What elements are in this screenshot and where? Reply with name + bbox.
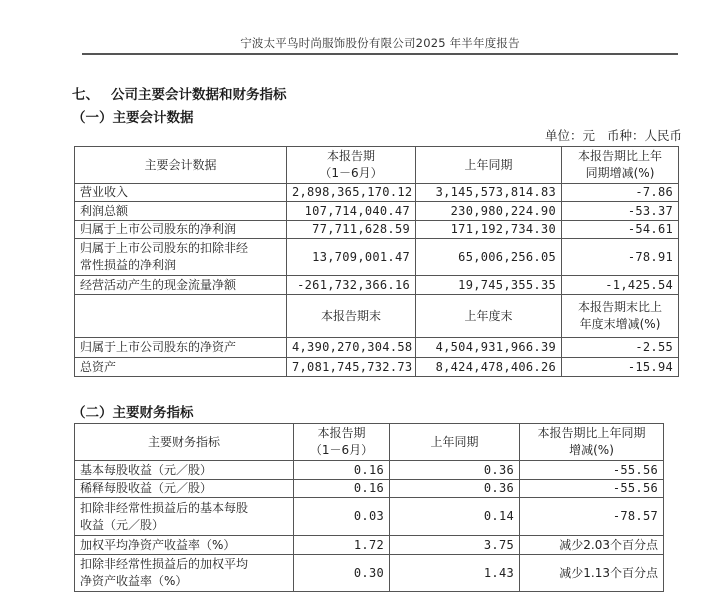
- current-value: 0.03: [294, 498, 390, 536]
- table-header-row: [75, 424, 664, 461]
- change-value: 减少1.13个百分点: [520, 555, 664, 592]
- header-cell: [75, 295, 287, 338]
- prior-value: 4,504,931,966.39: [416, 338, 562, 358]
- header-rule: [82, 53, 678, 55]
- current-value: 13,709,001.47: [287, 239, 416, 276]
- row-label: 加权平均净资产收益率（%）: [75, 536, 294, 555]
- current-value: 0.16: [294, 480, 390, 498]
- table-row: [75, 480, 664, 498]
- table-row: [75, 338, 679, 358]
- row-label: 扣除非经常性损益后的加权平均 净资产收益率（%）: [75, 555, 294, 592]
- table-row: [75, 221, 679, 239]
- section-title: [72, 83, 287, 103]
- change-value: -7.86: [562, 184, 679, 202]
- prior-value: 171,192,734.30: [416, 221, 562, 239]
- section-title-text: 公司主要会计数据和财务指标: [111, 87, 287, 103]
- table-subheader-row: [75, 295, 679, 338]
- row-label: 归属于上市公司股东的净资产: [75, 338, 287, 358]
- row-label: 总资产: [75, 358, 287, 377]
- row-label: 经营活动产生的现金流量净额: [75, 276, 287, 295]
- change-value: -2.55: [562, 338, 679, 358]
- change-value: -78.91: [562, 239, 679, 276]
- change-value: -55.56: [520, 461, 664, 480]
- header-cell: 本报告期 （1－6月）: [294, 424, 390, 461]
- change-value: -55.56: [520, 480, 664, 498]
- row-label: 基本每股收益（元／股）: [75, 461, 294, 480]
- prior-value: 19,745,355.35: [416, 276, 562, 295]
- table-row: [75, 358, 679, 377]
- header-cell: 上年同期: [416, 147, 562, 184]
- prior-value: 3.75: [390, 536, 520, 555]
- current-value: 2,898,365,170.12: [287, 184, 416, 202]
- table-row: [75, 202, 679, 221]
- prior-value: 0.36: [390, 480, 520, 498]
- change-value: 减少2.03个百分点: [520, 536, 664, 555]
- table-row: [75, 498, 664, 536]
- prior-value: 230,980,224.90: [416, 202, 562, 221]
- current-value: 0.16: [294, 461, 390, 480]
- change-value: -54.61: [562, 221, 679, 239]
- header-cell: 本报告期比上年同期 增减(%): [520, 424, 664, 461]
- section-number: 七、: [72, 87, 99, 103]
- prior-value: 8,424,478,406.26: [416, 358, 562, 377]
- table-row: [75, 555, 664, 592]
- header-cell: 本报告期末比上 年度末增减(%): [562, 295, 679, 338]
- change-value: -15.94: [562, 358, 679, 377]
- current-value: -261,732,366.16: [287, 276, 416, 295]
- table-row: [75, 536, 664, 555]
- table-row: [75, 276, 679, 295]
- financial-indicators-table: [74, 423, 664, 592]
- header-cell: 上年同期: [390, 424, 520, 461]
- table-row: [75, 461, 664, 480]
- header-cell: 本报告期比上年 同期增减(%): [562, 147, 679, 184]
- header-cell: 主要会计数据: [75, 147, 287, 184]
- table-row: [75, 239, 679, 276]
- header-cell: 主要财务指标: [75, 424, 294, 461]
- current-value: 0.30: [294, 555, 390, 592]
- currency-label: 币种：人民币: [606, 128, 682, 143]
- current-value: 1.72: [294, 536, 390, 555]
- header-cell: 上年度末: [416, 295, 562, 338]
- unit-line: [545, 126, 682, 144]
- prior-value: 1.43: [390, 555, 520, 592]
- subsection-title-accounting: （一）主要会计数据: [72, 110, 194, 126]
- row-label: 利润总额: [75, 202, 287, 221]
- row-label: 归属于上市公司股东的净利润: [75, 221, 287, 239]
- current-value: 107,714,040.47: [287, 202, 416, 221]
- current-value: 4,390,270,304.58: [287, 338, 416, 358]
- change-value: -53.37: [562, 202, 679, 221]
- unit-label: 单位：元: [544, 128, 595, 143]
- table-row: [75, 184, 679, 202]
- current-value: 7,081,745,732.73: [287, 358, 416, 377]
- subsection-title-indicators: （二）主要财务指标: [72, 405, 194, 421]
- row-label: 稀释每股收益（元／股）: [75, 480, 294, 498]
- change-value: -1,425.54: [562, 276, 679, 295]
- prior-value: 0.36: [390, 461, 520, 480]
- row-label: 归属于上市公司股东的扣除非经 常性损益的净利润: [75, 239, 287, 276]
- prior-value: 0.14: [390, 498, 520, 536]
- row-label: 扣除非经常性损益后的基本每股 收益（元／股）: [75, 498, 294, 536]
- accounting-data-table: [74, 146, 679, 377]
- change-value: -78.57: [520, 498, 664, 536]
- running-header: 宁波太平鸟时尚服饰股份有限公司2025 年半年度报告: [240, 36, 520, 50]
- table-header-row: [75, 147, 679, 184]
- current-value: 77,711,628.59: [287, 221, 416, 239]
- prior-value: 65,006,256.05: [416, 239, 562, 276]
- header-cell: 本报告期末: [287, 295, 416, 338]
- header-cell: 本报告期 （1－6月）: [287, 147, 416, 184]
- prior-value: 3,145,573,814.83: [416, 184, 562, 202]
- row-label: 营业收入: [75, 184, 287, 202]
